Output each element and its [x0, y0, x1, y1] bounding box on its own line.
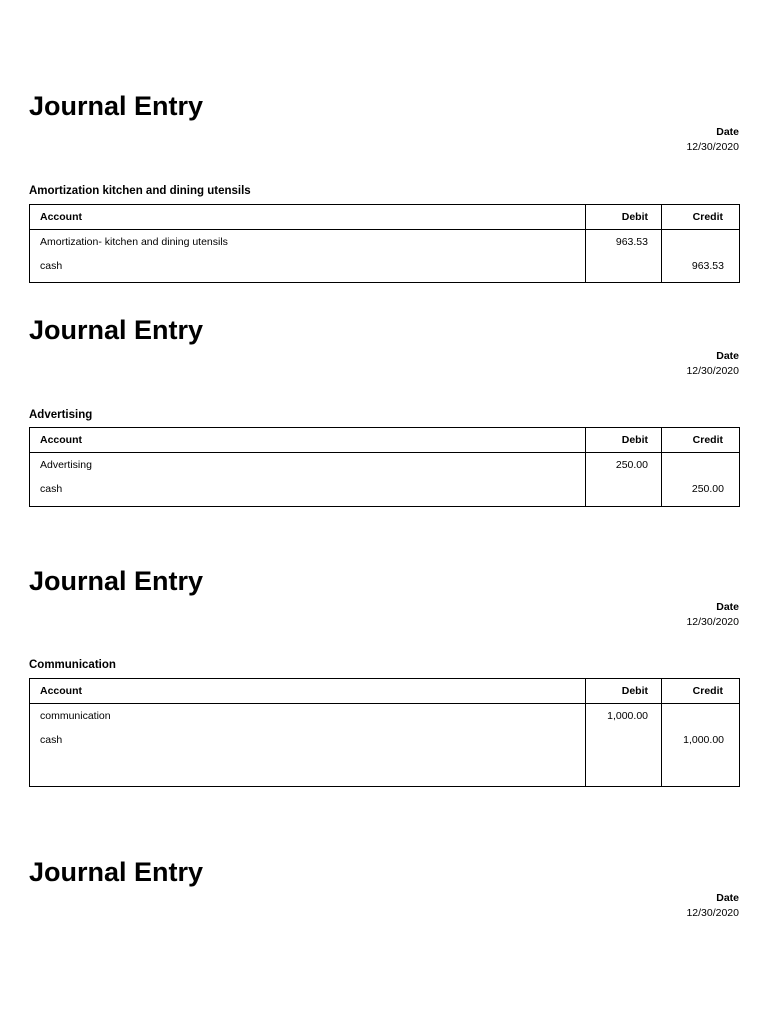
header-credit: Credit: [662, 205, 740, 230]
entry-date: 12/30/2020: [686, 141, 739, 153]
credit-amount: 963.53: [691, 260, 724, 272]
account-name: Advertising: [40, 459, 92, 471]
date-block: [686, 600, 739, 630]
entry-date: 12/30/2020: [686, 365, 739, 377]
account-name: cash: [40, 734, 63, 746]
date-block: [686, 125, 739, 155]
credit-cell: [662, 453, 740, 507]
debit-amount: [596, 477, 648, 501]
header-account: Account: [30, 428, 586, 453]
date-label: Date: [716, 892, 739, 904]
header-account: Account: [30, 679, 586, 704]
entry-date: 12/30/2020: [686, 907, 739, 919]
entry-description: Amortization kitchen and dining utensils: [29, 185, 251, 197]
credit-amount: 250.00: [691, 483, 724, 495]
journal-table: [29, 678, 740, 787]
entry-title: Journal Entry: [29, 91, 204, 121]
debit-cell: [586, 704, 662, 787]
account-name: Amortization- kitchen and dining utensils: [40, 236, 228, 248]
account-cell: [30, 704, 586, 787]
journal-table: [29, 204, 740, 283]
debit-amount: [596, 728, 648, 752]
debit-cell: [586, 230, 662, 283]
entry-description: Advertising: [29, 409, 93, 421]
header-credit: Credit: [662, 428, 740, 453]
journal-table: [29, 427, 740, 507]
entry-title: Journal Entry: [29, 566, 204, 596]
debit-amount: 250.00: [615, 459, 648, 471]
table-header-row: [30, 428, 740, 453]
table-row: [30, 704, 740, 787]
account-name: cash: [40, 260, 63, 272]
credit-amount: [672, 704, 724, 728]
entry-title: Journal Entry: [29, 857, 204, 887]
header-debit: Debit: [586, 679, 662, 704]
entry-date: 12/30/2020: [686, 616, 739, 628]
header-debit: Debit: [586, 205, 662, 230]
date-label: Date: [716, 126, 739, 138]
header-credit: Credit: [662, 679, 740, 704]
credit-cell: [662, 704, 740, 787]
account-name: cash: [40, 483, 63, 495]
table-row: [30, 230, 740, 283]
date-label: Date: [716, 350, 739, 362]
table-row: [30, 453, 740, 507]
debit-cell: [586, 453, 662, 507]
credit-amount: [672, 230, 724, 254]
account-cell: [30, 230, 586, 283]
table-header-row: [30, 205, 740, 230]
date-block: [686, 891, 739, 921]
debit-amount: [596, 254, 648, 278]
debit-amount: 963.53: [615, 236, 648, 248]
date-label: Date: [716, 601, 739, 613]
entry-description: Communication: [29, 659, 116, 671]
credit-cell: [662, 230, 740, 283]
credit-amount: [672, 453, 724, 477]
credit-amount: 1,000.00: [683, 734, 724, 746]
debit-amount: 1,000.00: [607, 710, 648, 722]
date-block: [686, 349, 739, 379]
table-header-row: [30, 679, 740, 704]
header-debit: Debit: [586, 428, 662, 453]
header-account: Account: [30, 205, 586, 230]
account-name: communication: [40, 710, 111, 722]
account-cell: [30, 453, 586, 507]
entry-title: Journal Entry: [29, 315, 204, 345]
